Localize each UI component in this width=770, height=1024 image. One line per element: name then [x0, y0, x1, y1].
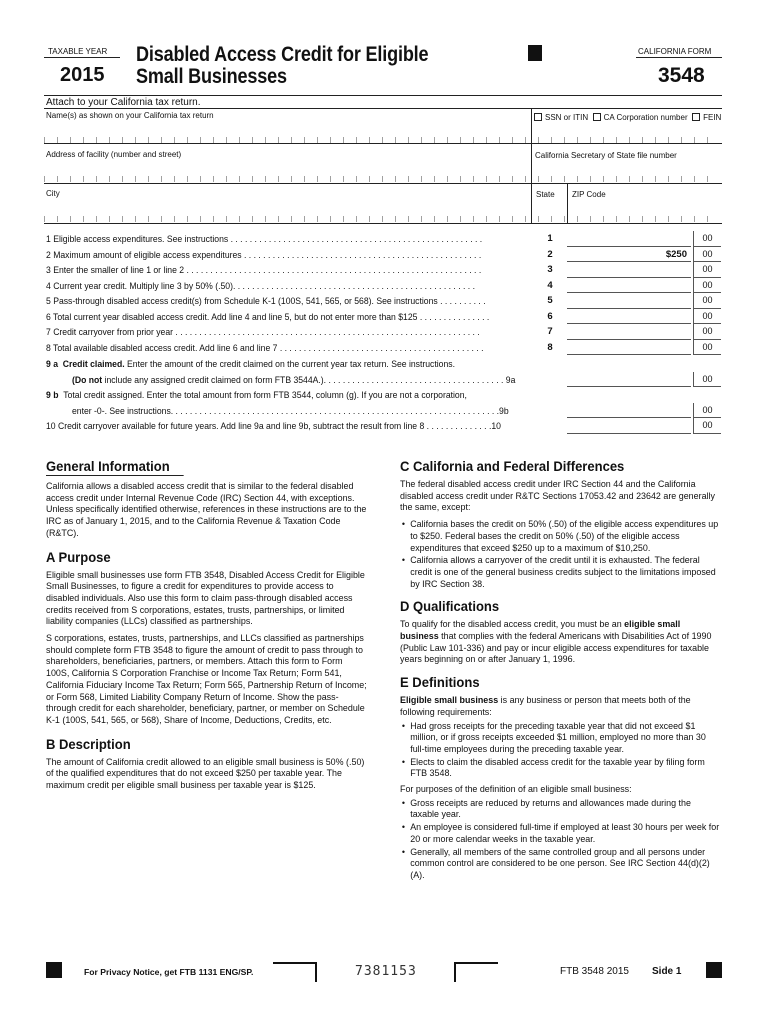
corner-mark-right: [454, 962, 498, 982]
line-7-text: 7 Credit carryover from prior year . . . . . . . . . . . . . . . . . . . . . . . . . . . . . . . . . . . . . . . . . . . . . . . . . . . . . . . . . . . . . . . .: [46, 326, 480, 337]
list-item: • Had gross receipts for the preceding taxable year that did not exceed $1 million, or if gross receipts exceeded $1 million, employed no more than 30 full-time employees during the preceding taxable year.: [400, 721, 721, 756]
address-tick-marks: [44, 176, 720, 182]
form-label-divider: [636, 57, 722, 58]
line-4-cents: 00: [693, 278, 721, 294]
line-9a-do-not: (Do not: [72, 373, 103, 385]
zip-label: ZIP Code: [572, 190, 606, 199]
line-5-text: 5 Pass-through disabled access credit(s) from Schedule K-1 (100S, 541, 565, or 568). See instructions . . . . . . . . . .: [46, 295, 486, 306]
line-7-amount[interactable]: [567, 324, 691, 340]
form-code: 7381153: [355, 964, 417, 979]
description-heading: B Description: [46, 735, 131, 752]
line-8-cents: 00: [693, 340, 721, 356]
qualifications-text-post: that complies with the federal Americans with Disabilities Act of 1990 (Public Law 101-336) and pay or incur eligible access expenditures for taxable years beginning on or after January 1, 1996.: [400, 631, 712, 666]
taxable-year-label: TAXABLE YEAR: [48, 47, 108, 56]
general-information-text: California allows a disabled access credit that is similar to the federal disabled access credit under Internal Revenue Code (IRC) Section 44, with exceptions. Unless specifically identified otherwise, references in these instructions are to the IRC as of January 1, 2015, and to the California Revenue & Taxation Code (R&TC).: [46, 481, 367, 539]
qualifications-text-pre: To qualify for the disabled access credit, you must be an: [400, 619, 625, 631]
line-5-amount[interactable]: [567, 293, 691, 309]
differences-heading: C California and Federal Differences: [400, 458, 625, 474]
line-8-text: 8 Total available disabled access credit. Add line 6 and line 7 . . . . . . . . . . . . . . . . . . . . . . . . . . . . . . . . . . . . . . . . . . .: [46, 341, 484, 353]
ssn-label: SSN or ITIN: [545, 113, 589, 122]
line-4-number: 4: [547, 279, 553, 291]
fein-label: FEIN: [703, 113, 722, 122]
definitions-heading: E Definitions: [400, 674, 480, 691]
qualifications-heading: D Qualifications: [400, 598, 500, 615]
purpose-text-1: Eligible small businesses use form FTB 3548, Disabled Access Credit for Eligible Small Businesses, to figure a credit for expenditures to provide access to disabled individuals. Also use this form to claim pass-through disabled access credits received from S corporations, estates, trusts, partnerships, or limited liability companies (LLCs) classified as partnerships.: [46, 569, 365, 628]
fein-checkbox[interactable]: [692, 113, 700, 121]
line-7-number: 7: [547, 326, 553, 337]
attach-rule: [44, 108, 722, 109]
line-9a-text-2: [72, 372, 546, 388]
names-label: Name(s) as shown on your California tax return: [46, 111, 214, 120]
qualifications-text-bold: eligible small business: [400, 619, 681, 643]
line-6-amount[interactable]: [567, 309, 691, 325]
line-4-amount[interactable]: [567, 278, 691, 294]
list-item: • An employee is considered full-time if employed at least 30 hours per week for 20 or more calendar weeks in the taxable year.: [400, 822, 721, 845]
list-item: • California bases the credit on 50% (.50) of the eligible access expenditures up to $250. Federal bases the credit on 50% (.50) of the eligible access expenditures that exceed $250 up to a maximum of $10,250.: [400, 519, 721, 554]
left-column: [46, 458, 367, 797]
line-10-amount[interactable]: [567, 418, 691, 434]
address-label: Address of facility (number and street): [46, 150, 182, 159]
form-title-line1: Disabled Access Credit for Eligible: [136, 43, 429, 66]
header-divider: [44, 57, 120, 58]
line-6-text: 6 Total current year disabled access credit. Add line 4 and line 5, but do not enter more than $125 . . . . . . . . . . . . . . .: [46, 310, 490, 322]
line-1-number: 1: [547, 233, 553, 244]
footer-registration-mark-right: [706, 962, 722, 978]
privacy-notice: For Privacy Notice, get FTB 1131 ENG/SP.: [84, 967, 254, 977]
line-9a-desc-2: include any assigned credit claimed on form FTB 3544A.). . . . . . . . . . . . . . . . . . . . . . . . . . . . . . . . . . . . . . 9a: [102, 373, 516, 385]
line-1-cents: 00: [693, 231, 721, 247]
header-rule: [44, 95, 722, 96]
form-number: 3548: [658, 64, 705, 87]
list-item: • Gross receipts are reduced by returns and allowances made during the taxable year.: [400, 798, 721, 821]
city-label: City: [46, 189, 60, 198]
city-row-rule: [44, 223, 722, 224]
line-9b-cents: 00: [693, 403, 721, 419]
ssn-checkbox[interactable]: [534, 113, 542, 121]
line-3-text: 3 Enter the smaller of line 1 or line 2 . . . . . . . . . . . . . . . . . . . . . . . . . . . . . . . . . . . . . . . . . . . . . . . . . . . . . . . . . . . . . .: [46, 264, 482, 275]
line-2-number: 2: [547, 248, 553, 260]
attach-instruction: Attach to your California tax return.: [46, 97, 201, 108]
list-item: • Generally, all members of the same controlled group and all persons under common control are considered to be one person. See IRC Section 44(d)(2)(A).: [400, 847, 721, 882]
line-9a-text-1: [46, 356, 455, 372]
line-6-number: 6: [547, 310, 553, 322]
line-9b-label: 9 b: [46, 389, 59, 400]
line-4-text: 4 Current year credit. Multiply line 3 by 50% (.50). . . . . . . . . . . . . . . . . . . . . . . . . . . . . . . . . . . . . . . . . . . . . . . . . . .: [46, 279, 475, 291]
id-type-options: [534, 113, 721, 122]
line-8-number: 8: [547, 341, 553, 353]
footer-form-ref: FTB 3548 2015: [560, 966, 629, 977]
line-5-number: 5: [547, 295, 553, 306]
differences-text: The federal disabled access credit under IRC Section 44 and the California disabled access credit under R&TC Sections 17053.42 and 23642 are generally the same, except:: [400, 479, 715, 514]
california-form-label: CALIFORNIA FORM: [638, 47, 712, 56]
definitions-list: [400, 721, 721, 781]
line-9a-desc: Enter the amount of the credit claimed on the current year tax return. See instructions.: [124, 358, 455, 369]
line-3-number: 3: [547, 264, 553, 275]
corner-mark-left: [273, 962, 317, 982]
address-row-rule: [44, 183, 722, 184]
tax-year: 2015: [60, 64, 105, 86]
purpose-heading: A Purpose: [46, 548, 111, 565]
definitions-text-bold: Eligible small business: [400, 695, 499, 707]
line-2-text: 2 Maximum amount of eligible access expenditures . . . . . . . . . . . . . . . . . . . . . . . . . . . . . . . . . . . . . . . . . . . . . . . . . .: [46, 248, 482, 260]
definitions-list-2: [400, 798, 721, 882]
differences-list: [400, 519, 721, 590]
list-item: • California allows a carryover of the credit until it is exhausted. The federal credit is one of the general business credits subject to the limitations imposed by IRC Section 38.: [400, 555, 721, 590]
definitions-text-2: For purposes of the definition of an eligible small business:: [400, 784, 632, 796]
line-2-amount: $250: [567, 247, 691, 263]
line-9a-bold: Credit claimed.: [62, 358, 125, 369]
sos-label: California Secretary of State file number: [535, 151, 677, 160]
line-9a-amount[interactable]: [567, 372, 691, 388]
line-9a-label: 9 a: [46, 358, 59, 369]
line-9b-text-1: [46, 387, 467, 403]
line-1-amount[interactable]: [567, 231, 691, 247]
line-9b-desc: Total credit assigned. Enter the total amount from form FTB 3544, column (g). If you are not a corporation,: [63, 389, 467, 400]
line-9b-text-2: enter -0-. See instructions. . . . . . . . . . . . . . . . . . . . . . . . . . . . . . . . . . . . . . . . . . . . . . . . . . . . . . . . . . . . . . . . . . . . .9b: [72, 404, 509, 416]
line-8-amount[interactable]: [567, 340, 691, 356]
line-1-text: 1 Eligible access expenditures. See instructions . . . . . . . . . . . . . . . . . . . . . . . . . . . . . . . . . . . . . . . . . . . . . . . . . . . . .: [46, 233, 483, 244]
line-3-amount[interactable]: [567, 262, 691, 278]
definitions-text-post: is any business or person that meets both of the following requirements:: [400, 695, 691, 718]
registration-mark: [528, 45, 542, 61]
line-6-cents: 00: [693, 309, 721, 325]
ca-corp-label: CA Corporation number: [603, 113, 688, 122]
definitions-text: [400, 695, 721, 718]
line-9a-cents: 00: [693, 372, 721, 388]
form-title-line2: Small Businesses: [136, 65, 287, 88]
line-5-cents: 00: [693, 293, 721, 309]
purpose-text-2: S corporations, estates, trusts, partnerships, and LLCs classified as partnerships should complete form FTB 3548 to figure the amount of credit to pass through to shareholders, beneficiaries, partners, or members. Attach this form to Form 100S, California S Corporation Franchise or Income Tax Return; Form 541, California Fiduciary Income Tax Return; Form 565, Partnership Return of Income; or Form 568, Limited Liability Company Return of Income. Show the pass-through credit for each shareholder, beneficiary, partner, or member on Schedule K-1 (100S, 541, 565, or 568), Share of Income, Deductions, Credits, etc.: [46, 633, 367, 726]
line-10-text: 10 Credit carryover available for future years. Add line 9a and line 9b, subtract the result from line 8 . . . . . . . . . . . . . .10: [46, 420, 501, 431]
line-9b-amount[interactable]: [567, 403, 691, 419]
line-10-cents: 00: [693, 418, 721, 434]
footer-side: Side 1: [652, 966, 682, 977]
footer-registration-mark-left: [46, 962, 62, 978]
list-item: • Elects to claim the disabled access credit for the taxable year by filing form FTB 3548.: [400, 757, 721, 780]
name-row-rule: [44, 143, 722, 144]
ca-corp-checkbox[interactable]: [593, 113, 601, 121]
line-2-cents: 00: [693, 247, 721, 263]
line-7-cents: 00: [693, 324, 721, 340]
qualifications-text: [400, 619, 721, 666]
city-tick-marks: [44, 216, 720, 222]
general-information-heading: General Information: [46, 458, 184, 476]
description-text: The amount of California credit allowed to an eligible small business is 50% (.50) of the qualified expenditures that do not exceed $250 per taxable year. The maximum credit per eligible small business per taxable year is $125.: [46, 756, 365, 792]
line-3-cents: 00: [693, 262, 721, 278]
right-column: [400, 458, 721, 886]
state-label: State: [536, 190, 555, 199]
